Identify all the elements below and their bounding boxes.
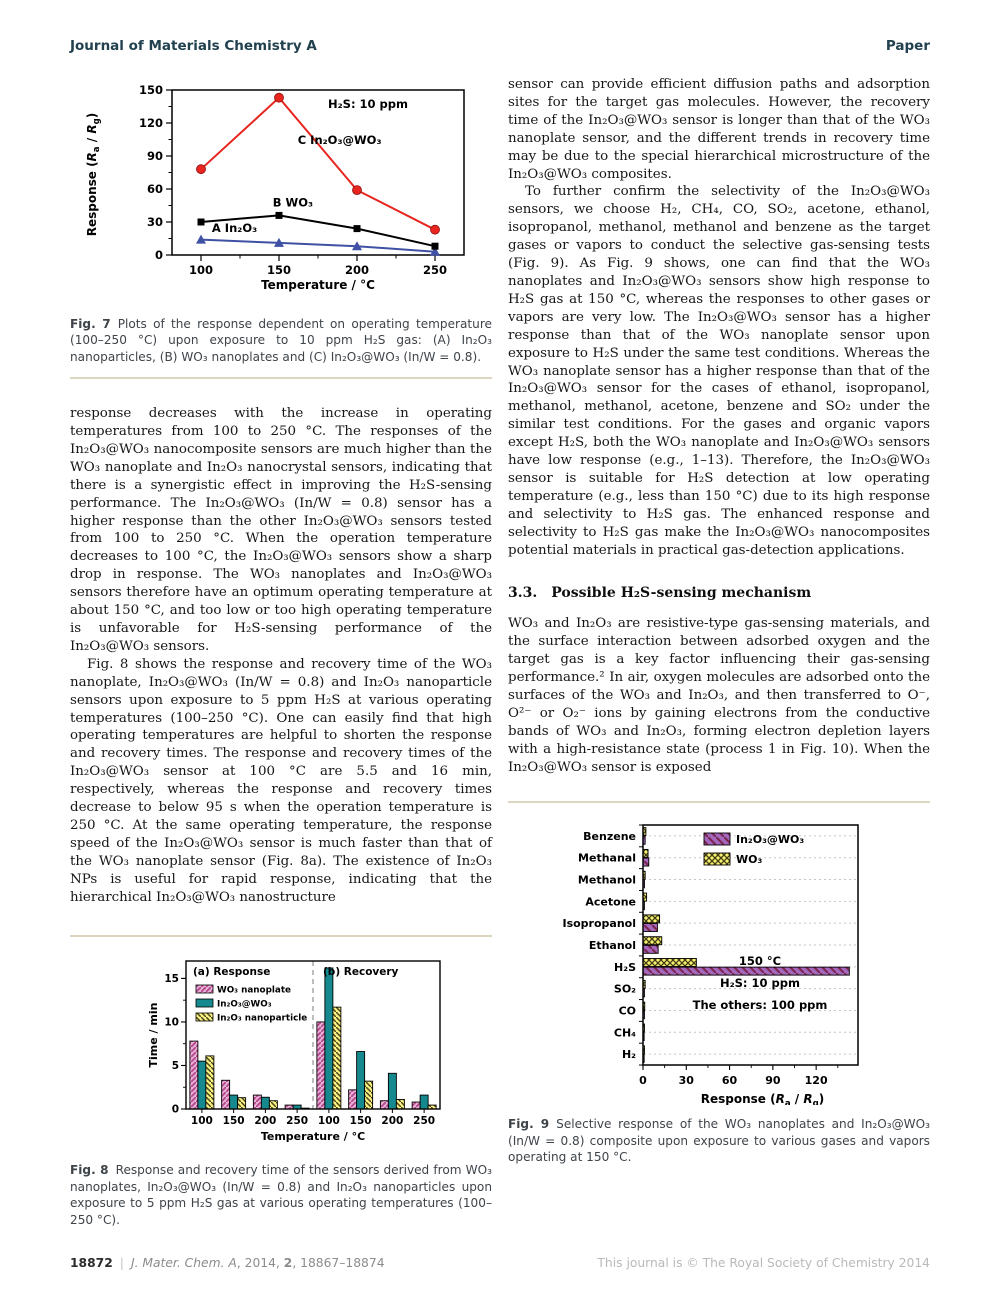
svg-text:The others: 100 ppm: The others: 100 ppm (692, 997, 828, 1012)
fig9-bar-wo3 (643, 936, 662, 944)
svg-text:Ethanol: Ethanol (588, 938, 636, 952)
svg-text:Response (Ra / Rg): Response $(R_a / R_g)$ (85, 112, 103, 237)
caption-separator (70, 935, 492, 937)
fig8-bar (222, 1080, 230, 1109)
svg-text:0: 0 (639, 1073, 647, 1087)
figure-8-caption-label: Fig. 8 (70, 1163, 109, 1178)
svg-text:H₂S: 10 ppm: H₂S: 10 ppm (328, 97, 409, 111)
fig9-bar-in2o3wo3 (643, 858, 649, 866)
svg-text:100: 100 (188, 263, 214, 277)
section-title: Possible H₂S-sensing mechanism (551, 585, 812, 602)
svg-text:CH₄: CH₄ (613, 1025, 636, 1039)
svg-text:60: 60 (721, 1073, 738, 1087)
svg-text:100: 100 (190, 1114, 213, 1127)
fig8-bar (380, 1100, 388, 1108)
caption-separator (70, 377, 492, 379)
svg-text:H₂S: H₂S (614, 960, 636, 974)
fig9-bar-wo3 (643, 958, 696, 966)
body-paragraph: response decreases with the increase in operating temperatures from 100 to 250 °C. The responses of the In₂O₃@WO₃ nanocomposite sensors are much higher than the WO₃ nanoplate and In₂O₃ nanocrystal sensors, indicating that there is a synergistic effect in improving the H₂S-sensing performance. The In₂O₃@WO₃ (In/W = 0.8) sensor has a higher response than the other In₂O₃@WO₃ sensors tested from 100 to 250 °C. When the operation temperature decreases to 100 °C, the In₂O₃@WO₃ sensors show a sharp drop in response. The WO₃ nanoplates and In₂O₃@WO₃ sensors therefore have an optimum operating temperature at about 150 °C, and too low or too high operating temperature is unfavorable for H₂S-sensing performance of the In₂O₃@WO₃ sensors. (70, 406, 492, 654)
fig8-bar (238, 1097, 246, 1108)
figure-8-caption (70, 1162, 492, 1228)
figure-8-caption-text: Response and recovery time of the sensors derived from WO₃ nanoplates, In₂O₃@WO₃ (In/W = 0.8) and In₂O₃ nanoparticles upon exposure to 5 ppm H₂S gas at various operating temperatures (100–250 °C). (70, 1163, 492, 1227)
paper-type-label: Paper (885, 38, 930, 54)
svg-text:250: 250 (286, 1114, 309, 1127)
page-header (70, 38, 930, 54)
fig9-bar-wo3 (643, 914, 660, 922)
fig8-svg (146, 947, 446, 1147)
fig8-bar (317, 1021, 325, 1108)
fig8-bar (269, 1100, 277, 1108)
left-column (70, 76, 492, 1228)
svg-text:10: 10 (164, 1016, 179, 1029)
fig8-bar (325, 967, 333, 1108)
fig9-svg (508, 813, 930, 1105)
svg-text:SO₂: SO₂ (613, 982, 636, 996)
fig8-bar (253, 1095, 261, 1109)
fig9-legend (704, 833, 804, 866)
svg-text:(b) Recovery: (b) Recovery (323, 965, 399, 978)
figure-9-caption (508, 1116, 930, 1165)
svg-text:Methanal: Methanal (578, 851, 636, 865)
footer-pages: , 18867–18874 (292, 1256, 385, 1270)
fig8-bar (357, 1051, 365, 1108)
svg-text:WO₃: WO₃ (736, 852, 763, 866)
svg-text:In₂O₃@WO₃: In₂O₃@WO₃ (736, 832, 805, 846)
section-number: 3.3. (508, 585, 538, 602)
fig9-bar-wo3 (643, 849, 648, 857)
fig9-bar-in2o3wo3 (643, 945, 658, 953)
page-footer (70, 1256, 930, 1270)
body-paragraph: Fig. 8 shows the response and recovery time of the WO₃ nanoplate, In₂O₃@WO₃ (In/W = 0.8) and In₂O₃ nanoparticle sensors upon exposure to 5 ppm H₂S at various operating temperatures (100–250 °C). One can easily find that high operating temperatures are helpful to shorten the response and recovery times. The response and recovery times of the In₂O₃@WO₃ sensor at 100 °C are 5.5 and 16 min, respectively, whereas the response and recovery times decrease to below 95 s when the operation temperature is 250 °C. At the same operating temperature, the response speed of the In₂O₃@WO₃ sensor is much faster than that of the WO₃ nanoplate sensor (Fig. 8a). The existence of In₂O₃ NPs is useful for rapid response, indicating that the hierarchical In₂O₃@WO₃ nanostructure (70, 656, 492, 905)
footer-volume: 2 (283, 1256, 293, 1270)
svg-text:150 °C: 150 °C (738, 953, 782, 968)
figure-7-caption-text: Plots of the response dependent on operating temperature (100–250 °C) upon exposure to 10 ppm H₂S gas: (A) In₂O₃ nanoparticles, (B) WO₃ nanoplates and (C) In₂O₃@WO₃ (In/W = 0.8). (70, 316, 492, 364)
fig8-bar (333, 1007, 341, 1109)
fig9-bar-in2o3wo3 (643, 923, 657, 931)
svg-text:150: 150 (349, 1114, 372, 1127)
figure-9-caption-text: Selective response of the WO₃ nanoplates and In₂O₃@WO₃ (In/W = 0.8) composite upon exposure to various gases and vapors operating at 150 °C. (508, 1117, 930, 1165)
svg-text:250: 250 (422, 263, 448, 277)
svg-text:200: 200 (254, 1114, 277, 1127)
svg-text:Acetone: Acetone (585, 894, 636, 908)
svg-text:0: 0 (154, 248, 163, 262)
svg-text:Temperature / °C: Temperature / °C (260, 1129, 366, 1143)
footer-year: , 2014, (236, 1256, 284, 1270)
svg-text:Response (Ra / Rg): Response $(R_a / R_g)$ (700, 1091, 825, 1105)
svg-text:150: 150 (138, 83, 163, 97)
section-heading (508, 585, 930, 603)
fig8-bar (349, 1089, 357, 1108)
fig8-bar (230, 1095, 238, 1109)
svg-text:5: 5 (171, 1059, 179, 1072)
svg-text:120: 120 (138, 116, 163, 130)
svg-text:B WO₃: B WO₃ (272, 195, 314, 210)
svg-text:Temperature / °C: Temperature / °C (261, 278, 375, 292)
svg-text:Benzene: Benzene (583, 829, 636, 843)
figure-7-chart (80, 80, 492, 306)
fig8-bar (198, 1061, 206, 1109)
fig8-bar (206, 1055, 214, 1108)
svg-text:A In₂O₃: A In₂O₃ (211, 220, 258, 235)
svg-text:30: 30 (146, 215, 163, 229)
svg-text:H₂S: 10 ppm: H₂S: 10 ppm (719, 975, 801, 990)
svg-text:C In₂O₃@WO₃: C In₂O₃@WO₃ (297, 132, 382, 147)
svg-text:H₂: H₂ (621, 1047, 636, 1061)
svg-text:120: 120 (804, 1073, 828, 1087)
svg-text:100: 100 (317, 1114, 340, 1127)
svg-text:60: 60 (146, 182, 163, 196)
figure-9-caption-label: Fig. 9 (508, 1117, 550, 1132)
right-column (508, 76, 930, 1166)
body-paragraph: sensor can provide efficient diffusion paths and adsorption sites for the target gas molecules. However, the recovery time of the In₂O₃@WO₃ sensor is longer than that of the WO₃ nanoplate sensor, and the different trends in recovery time may be due to the special hierarchical microstructure of the In₂O₃@WO₃ composites. (508, 77, 930, 182)
svg-text:30: 30 (678, 1073, 694, 1087)
caption-separator (508, 801, 930, 803)
fig9-bar-in2o3wo3 (643, 967, 849, 975)
fig8-bar (190, 1041, 198, 1109)
fig8-legend (196, 985, 307, 1024)
svg-text:200: 200 (381, 1114, 404, 1127)
figure-7-caption-label: Fig. 7 (70, 316, 111, 331)
fig7-axes (139, 83, 447, 277)
footer-rights: This journal is © The Royal Society of Chemistry 2014 (597, 1256, 930, 1270)
fig8-bar (412, 1102, 420, 1109)
body-paragraph: To further confirm the selectivity of the In₂O₃@WO₃ sensors, we choose H₂, CH₄, CO, SO₂, acetone, ethanol, isopropanol, methanol, methanol and benzene as the target gases or vapors to conduct the selective gas-sensing tests (Fig. 9). As Fig. 9 shows, one can find that the WO₃ nanoplates and In₂O₃@WO₃ sensors show high response to H₂S gas at 150 °C, whereas the responses to other gases or vapors are very low. The In₂O₃@WO₃ sensor has a higher response than that of the WO₃ nanoplate sensor upon exposure to H₂S under the same test conditions. Whereas the WO₃ nanoplate sensor has a higher response than that of the In₂O₃@WO₃ sensor for the cases of ethanol, isopropanol, methanol, methanol, acetone, benzene and SO₂ under the similar test conditions. For the gases and organic vapors except H₂S, both the WO₃ nanoplate and In₂O₃@WO₃ sensors have low response (e.g., 1–13). Therefore, the In₂O₃@WO₃ sensor is suitable for H₂S detection at low operating temperature (e.g., less than 150 °C) due to its high response and selectivity to H₂S gas. The enhanced response and selectivity to H₂S gas make the In₂O₃@WO₃ nanocomposites potential materials in practical gas-detection applications. (508, 184, 930, 558)
svg-text:Methanol: Methanol (577, 873, 636, 887)
fig7-series (197, 93, 440, 234)
svg-text:150: 150 (266, 263, 292, 277)
fig8-bar (388, 1073, 396, 1109)
svg-text:Isopropanol: Isopropanol (562, 916, 636, 930)
page-number: 18872 (70, 1256, 113, 1270)
svg-text:200: 200 (344, 263, 370, 277)
journal-abbrev: J. Mater. Chem. A (130, 1256, 237, 1270)
figure-7-caption (70, 316, 492, 365)
fig8-bar (396, 1099, 404, 1109)
svg-text:CO: CO (618, 1003, 636, 1017)
journal-title: Journal of Materials Chemistry A (70, 38, 317, 54)
svg-text:15: 15 (164, 972, 179, 985)
figure-8-chart (146, 947, 492, 1153)
figure-9-chart (508, 813, 930, 1111)
svg-text:WO₃ nanoplate: WO₃ nanoplate (217, 985, 292, 995)
footer-separator: | (119, 1256, 124, 1270)
svg-text:90: 90 (765, 1073, 781, 1087)
svg-text:0: 0 (171, 1103, 179, 1116)
svg-text:250: 250 (413, 1114, 436, 1127)
footer-citation (70, 1256, 385, 1270)
svg-text:Time / min: Time / min (147, 1002, 160, 1067)
fig8-bar (365, 1081, 373, 1109)
svg-text:(a) Response: (a) Response (193, 965, 271, 978)
svg-text:In₂O₃ nanoparticle: In₂O₃ nanoparticle (217, 1013, 308, 1023)
fig8-bar (261, 1097, 269, 1109)
fig8-bar (420, 1095, 428, 1109)
body-paragraph: WO₃ and In₂O₃ are resistive-type gas-sensing materials, and the surface interaction between adsorbed oxygen and the target gas is a key factor influencing their gas-sensing performance.² In air, oxygen molecules are adsorbed onto the surfaces of the WO₃ and In₂O₃, and then transferred to O⁻, O²⁻ or O₂⁻ ions by gaining electrons from the conductive bands of WO₃ and In₂O₃, forming electron depletion layers with a high-resistance state (process 1 in Fig. 10). When the In₂O₃@WO₃ sensor is exposed (508, 616, 930, 775)
svg-text:150: 150 (222, 1114, 245, 1127)
fig7-svg (80, 80, 470, 300)
svg-text:90: 90 (146, 149, 163, 163)
svg-text:In₂O₃@WO₃: In₂O₃@WO₃ (217, 999, 272, 1009)
